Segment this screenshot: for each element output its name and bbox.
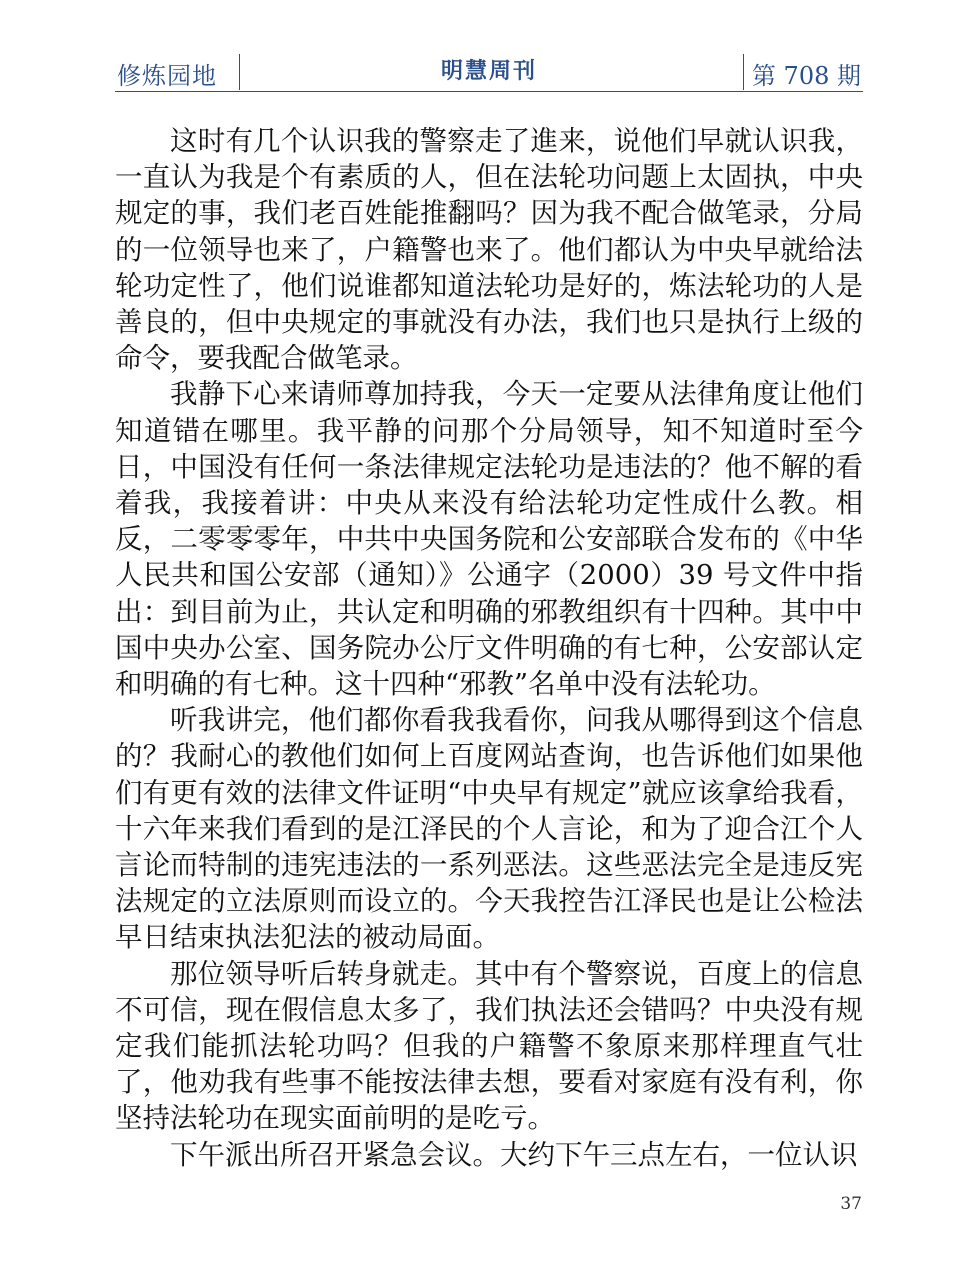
paragraph: 那位领导听后转身就走。其中有个警察说，百度上的信息不可信，现在假信息太多了，我们执法还会错吗？中央没有规定我们能抓法轮功吗？但我的户籍警不象原来那样理直气壮了，他劝我有些事不能按法律去想，要看对家庭有没有利，你坚持法轮功在现实面前明的是吃亏。	[115, 957, 863, 1135]
section-label: 修炼园地	[117, 62, 217, 90]
article-body	[115, 123, 863, 1173]
issue-number: 第 708 期	[751, 62, 861, 90]
publication-title: 明慧周刊	[440, 59, 537, 84]
paragraph: 听我讲完，他们都你看我我看你，问我从哪得到这个信息的？我耐心的教他们如何上百度网站查询，也告诉他们如果他们有更有效的法律文件证明“中央早有规定”就应该拿给我看，十六年来我们看到的是江泽民的个人言论，和为了迎合江个人言论而特制的违宪违法的一系列恶法。这些恶法完全是违反宪法规定的立法原则而设立的。今天我控告江泽民也是让公检法早日结束执法犯法的被动局面。	[115, 704, 863, 954]
paragraph: 我静下心来请师尊加持我，今天一定要从法律角度让他们知道错在哪里。我平静的问那个分局领导，知不知道时至今日，中国没有任何一条法律规定法轮功是违法的？他不解的看着我，我接着讲：中央从来没有给法轮功定性成什么教。相反，二零零零年，中共中央国务院和公安部联合发布的《中华人民共和国公安部（通知）》公通字（2000）39 号文件中指出：到目前为止，共认定和明确的邪教组织有十四种。其中中国中央办公室、国务院办公厅文件明确的有七种，公安部认定和明确的有七种。这十四种“邪教”名单中没有法轮功。	[115, 378, 863, 701]
page-header	[115, 48, 863, 92]
paragraph: 下午派出所召开紧急会议。大约下午三点左右，一位认识	[170, 1138, 858, 1171]
paragraph: 这时有几个认识我的警察走了進来，说他们早就认识我，一直认为我是个有素质的人，但在法轮功问题上太固执，中央规定的事，我们老百姓能推翻吗？因为我不配合做笔录，分局的一位领导也来了，户籍警也来了。他们都认为中央早就给法轮功定性了，他们说谁都知道法轮功是好的，炼法轮功的人是善良的，但中央规定的事就没有办法，我们也只是执行上级的命令，要我配合做笔录。	[115, 125, 863, 375]
page-number: 37	[840, 1194, 862, 1214]
header-divider-right	[743, 54, 744, 90]
